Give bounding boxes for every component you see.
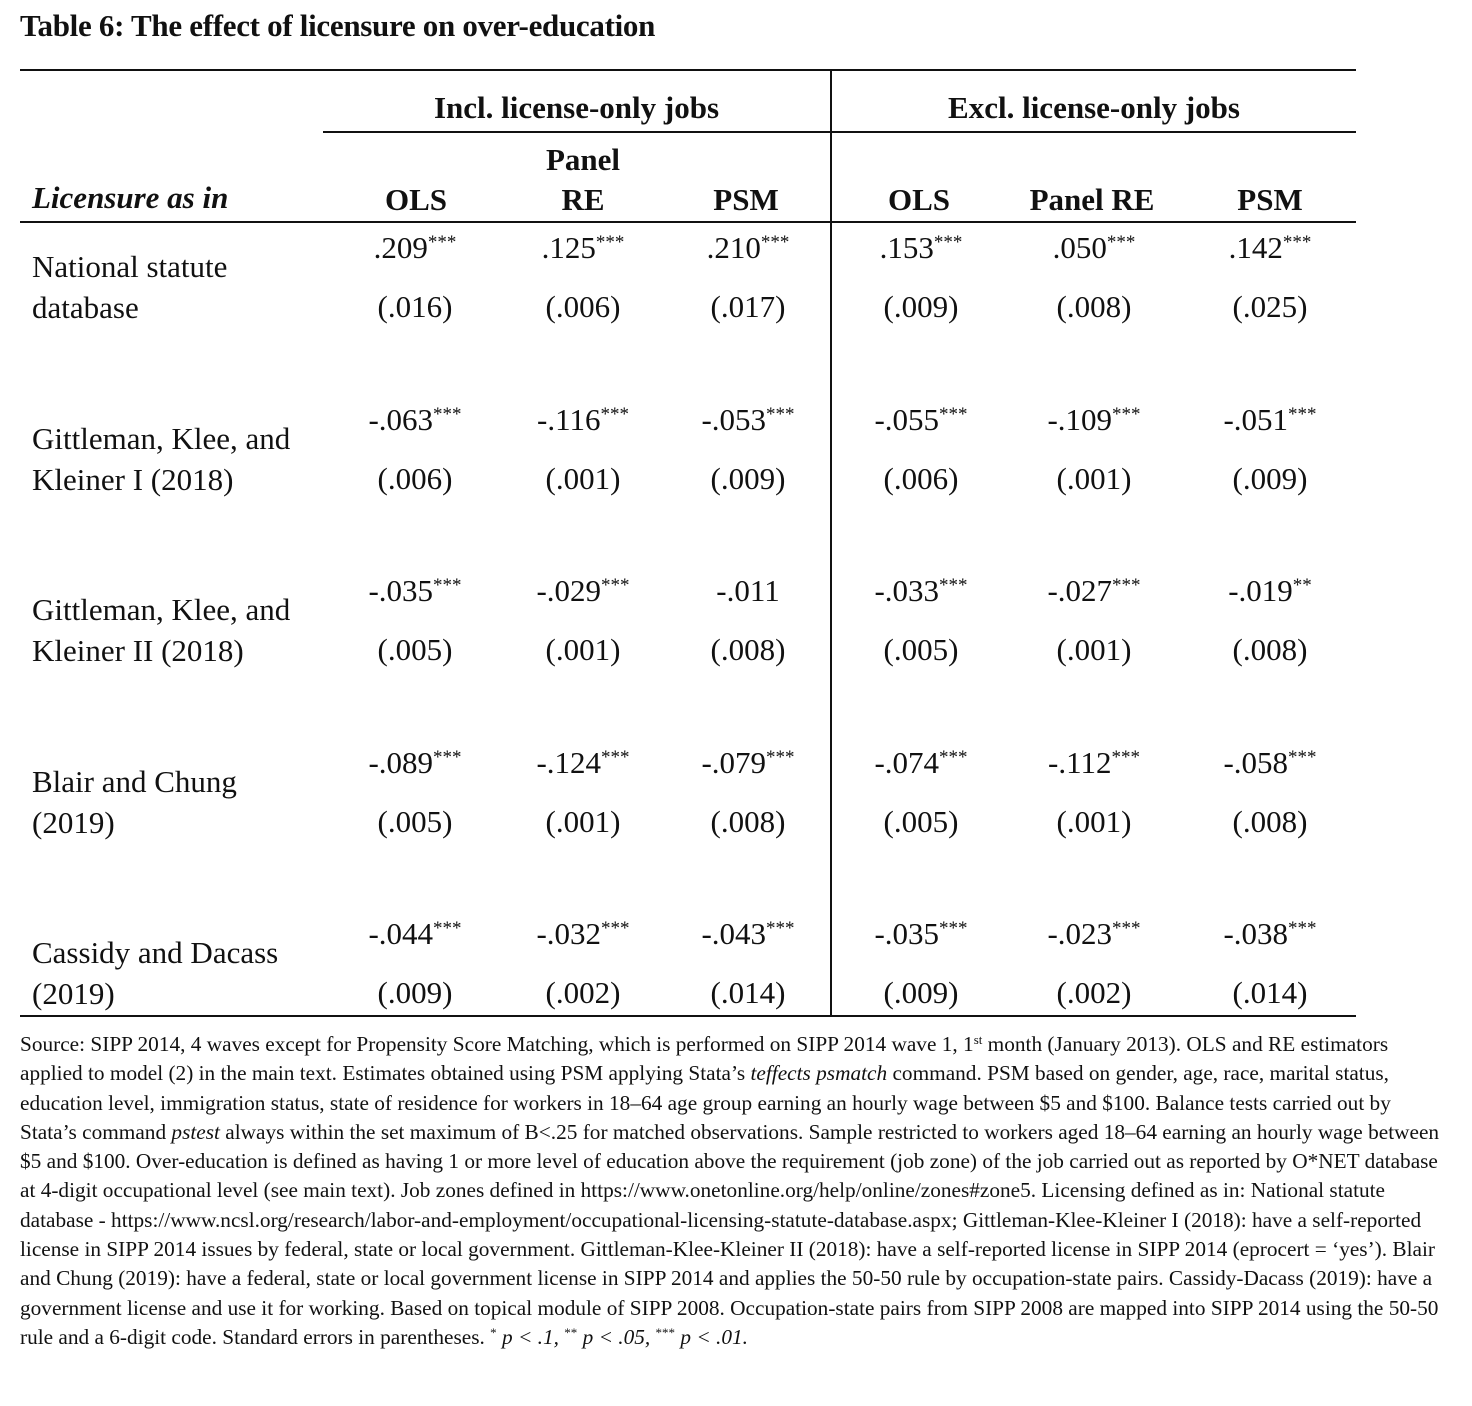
group-header-incl: Incl. license-only jobs [433, 90, 720, 125]
coef-cell [503, 743, 663, 783]
se-cell: (.001) [545, 803, 621, 839]
se-cell: (.009) [883, 975, 959, 1010]
significance-stars: *** [760, 232, 790, 253]
significance-stars: *** [433, 746, 462, 768]
coef-value: -.089 [368, 744, 434, 780]
coef-value: -.035 [368, 573, 434, 608]
significance-stars: *** [939, 403, 968, 425]
coef-value: -.063 [368, 401, 434, 437]
significance-stars: *** [601, 746, 630, 768]
coef-value: -.044 [368, 916, 434, 951]
coef-cell [841, 914, 1001, 954]
header-bottom-rule [20, 221, 1356, 223]
table-notes [20, 1030, 1450, 1352]
se-cell: (.006) [545, 289, 621, 324]
significance-stars: *** [1106, 232, 1136, 253]
coef-cell [503, 914, 663, 954]
col-header-incl-psm: PSM [713, 182, 779, 217]
row-label-line2: Kleiner II (2018) [32, 633, 244, 668]
significance-stars: *** [1288, 918, 1317, 939]
row-label-line1: Cassidy and Dacass [32, 935, 279, 970]
coef-cell [1190, 400, 1350, 440]
coef-cell [1190, 228, 1350, 268]
coef-cell [1014, 914, 1174, 954]
se-cell: (.008) [710, 803, 786, 839]
coef-value: -.033 [874, 573, 940, 608]
se-cell: (.001) [545, 632, 621, 667]
coef-value: -.035 [874, 916, 940, 951]
row-label-line2: database [32, 290, 139, 325]
group-divider [830, 69, 832, 1017]
row-label-line1: Blair and Chung [32, 763, 237, 799]
se-cell: (.001) [1056, 460, 1132, 496]
row-label-line2: Kleiner I (2018) [32, 461, 234, 497]
se-cell: (.005) [377, 632, 453, 667]
coef-value: .209 [373, 230, 428, 265]
significance-stars: *** [1288, 746, 1317, 768]
se-cell: (.006) [377, 460, 453, 496]
se-cell: (.008) [1232, 803, 1308, 839]
se-cell: (.002) [1056, 975, 1132, 1010]
table-title: Table 6: The effect of licensure on over-education [20, 8, 656, 43]
coef-cell [1190, 914, 1350, 954]
coef-cell [841, 743, 1001, 783]
coef-value: .125 [541, 230, 596, 265]
se-cell: (.008) [710, 632, 786, 667]
top-rule [20, 69, 1356, 71]
coef-value: -.011 [716, 573, 780, 608]
coef-cell [335, 914, 495, 954]
significance-stars: *** [939, 918, 968, 939]
significance-stars: *** [433, 918, 462, 939]
significance-stars: *** [1288, 403, 1317, 425]
coef-cell [841, 228, 1001, 268]
coef-value: -.023 [1047, 916, 1113, 951]
coef-cell [668, 228, 828, 268]
coef-value: .142 [1228, 230, 1283, 265]
coef-value: -.124 [536, 744, 602, 780]
coef-cell [1014, 571, 1174, 611]
significance-stars: *** [1282, 232, 1312, 253]
sig-star-2: ** [564, 1324, 578, 1340]
sig-text-3: p < .01. [675, 1324, 748, 1349]
col-header-excl-ols: OLS [887, 182, 951, 217]
se-cell: (.014) [710, 975, 786, 1010]
col-header-excl-re: Panel RE [1029, 182, 1155, 217]
coef-cell [668, 400, 828, 440]
se-cell: (.017) [710, 289, 786, 324]
coef-cell [503, 400, 663, 440]
coef-cell [668, 914, 828, 954]
se-cell: (.009) [1232, 460, 1308, 496]
row-label-line2: (2019) [32, 976, 115, 1011]
se-cell: (.001) [545, 460, 621, 496]
notes-text-3: command. PSM based on gender, age, race, marital status, education level, immigration status, state of residence for workers in 18–64 age group earning an hourly wage between $5 and $100. Balance tests carried out by Stata’s command [20, 1061, 1391, 1144]
coef-value: -.112 [1048, 744, 1112, 780]
col-header-excl-psm: PSM [1237, 182, 1303, 217]
coef-value: -.109 [1047, 401, 1113, 437]
se-cell: (.005) [883, 632, 959, 667]
coef-value: -.055 [874, 401, 940, 437]
col-header-incl-re-line1: Panel [545, 142, 621, 177]
group-rule [323, 131, 1356, 133]
significance-stars: *** [933, 232, 963, 253]
coef-cell [1014, 228, 1174, 268]
sig-star-1: * [490, 1324, 497, 1340]
coef-cell [1014, 743, 1174, 783]
significance-stars: ** [1292, 575, 1312, 596]
coef-cell [335, 400, 495, 440]
significance-stars: *** [766, 918, 795, 939]
col-header-incl-ols: OLS [384, 182, 448, 217]
significance-stars: *** [433, 403, 462, 425]
significance-stars: *** [1112, 918, 1141, 939]
coef-value: -.019 [1228, 573, 1293, 608]
notes-sup-st: st [973, 1032, 983, 1047]
coef-value: -.032 [536, 916, 602, 951]
se-cell: (.014) [1232, 975, 1308, 1010]
se-cell: (.009) [377, 975, 453, 1010]
se-cell: (.001) [1056, 632, 1132, 667]
se-cell: (.016) [377, 289, 453, 324]
significance-stars: *** [939, 746, 968, 768]
bottom-rule [20, 1015, 1356, 1017]
coef-cell [335, 228, 495, 268]
significance-stars: *** [433, 575, 462, 596]
coef-value: .153 [879, 230, 934, 265]
se-cell: (.008) [1056, 289, 1132, 324]
row-label-line2: (2019) [32, 804, 115, 840]
significance-stars: *** [1112, 403, 1141, 425]
sig-text-2: p < .05, [577, 1324, 656, 1349]
se-cell: (.009) [710, 460, 786, 496]
se-cell: (.005) [377, 803, 453, 839]
row-header-label: Licensure as in [32, 180, 229, 215]
significance-stars: *** [427, 232, 457, 253]
coef-cell [335, 571, 495, 611]
col-header-incl-re-line2: RE [561, 182, 605, 217]
significance-stars: *** [600, 403, 629, 425]
coef-cell [1190, 571, 1350, 611]
coef-value: -.051 [1223, 401, 1289, 437]
notes-text-1: Source: SIPP 2014, 4 waves except for Propensity Score Matching, which is performed on SIPP 2014 wave 1, 1 [20, 1032, 974, 1056]
coef-value: -.043 [701, 916, 767, 951]
coef-cell [668, 743, 828, 783]
coef-cell [668, 571, 828, 611]
row-label-line1: National statute [32, 249, 228, 284]
coef-value: -.038 [1223, 916, 1289, 951]
significance-stars: *** [1111, 746, 1140, 768]
group-header-excl: Excl. license-only jobs [948, 90, 1240, 125]
coef-value: -.027 [1047, 573, 1113, 608]
row-label-line1: Gittleman, Klee, and [32, 592, 291, 627]
significance-stars: *** [766, 403, 795, 425]
notes-command-pstest: pstest [171, 1119, 220, 1144]
coef-value: -.116 [537, 401, 601, 437]
coef-value: -.053 [701, 401, 767, 437]
significance-stars: *** [766, 746, 795, 768]
coef-value: -.074 [874, 744, 940, 780]
coef-value: -.058 [1223, 744, 1289, 780]
coef-cell [503, 571, 663, 611]
significance-stars: *** [601, 918, 630, 939]
significance-stars: *** [1112, 575, 1141, 596]
se-cell: (.005) [883, 803, 959, 839]
coef-cell [335, 743, 495, 783]
se-cell: (.009) [883, 289, 959, 324]
coef-value: .050 [1052, 230, 1107, 265]
notes-command-teffects: teffects psmatch [750, 1061, 888, 1086]
sig-star-3: *** [655, 1324, 676, 1340]
se-cell: (.002) [545, 975, 621, 1010]
coef-cell [841, 571, 1001, 611]
significance-stars: *** [595, 232, 625, 253]
se-cell: (.006) [883, 460, 959, 496]
significance-stars: *** [601, 575, 630, 596]
coef-cell [503, 228, 663, 268]
sig-text-1: p < .1, [496, 1324, 565, 1349]
coef-cell [841, 400, 1001, 440]
significance-stars: *** [939, 575, 968, 596]
se-cell: (.025) [1232, 289, 1308, 324]
notes-text-2: month (January 2013). OLS and RE estimators applied to model (2) in the main text. Estimates obtained using PSM applying Stata’s [20, 1032, 1389, 1086]
coef-value: -.029 [536, 573, 602, 608]
se-cell: (.008) [1232, 632, 1308, 667]
coef-value: -.079 [701, 744, 767, 780]
coef-cell [1190, 743, 1350, 783]
coef-cell [1014, 400, 1174, 440]
notes-text-4: always within the set maximum of B<.25 for matched observations. Sample restricted to workers aged 18–64 earning an hourly wage between $5 and $100. Over-education is defined as having 1 or more level of education above the requirement (job zone) of the job carried out as reported by O*NET database at 4-digit occupational level (see main text). Job zones defined in https://www.onetonline.org/help/online/zones#zone5. Licensing defined as in: National statute database - https://www.ncsl.org/research/labor-and-employment/occupational-licensing-statute-database.aspx; Gittleman-Klee-Kleiner I (2018): have a self-reported license in SIPP 2014 issues by federal, state or local government. Gittleman-Klee-Kleiner II (2018): have a self-reported license in SIPP 2014 (eprocert = ‘yes’). Blair and Chung (2019): have a federal, state or local government license in SIPP 2014 and applies the 50-50 rule by occupation-state pairs. Cassidy-Dacass (2019): have a government license and use it for working. Based on topical module of SIPP 2008. Occupation-state pairs from SIPP 2008 are mapped into SIPP 2014 using the 50-50 rule and a 6-digit code. Standard errors in parentheses. [20, 1119, 1440, 1349]
coef-value: .210 [706, 230, 761, 265]
se-cell: (.001) [1056, 803, 1132, 839]
row-label-line1: Gittleman, Klee, and [32, 420, 291, 456]
